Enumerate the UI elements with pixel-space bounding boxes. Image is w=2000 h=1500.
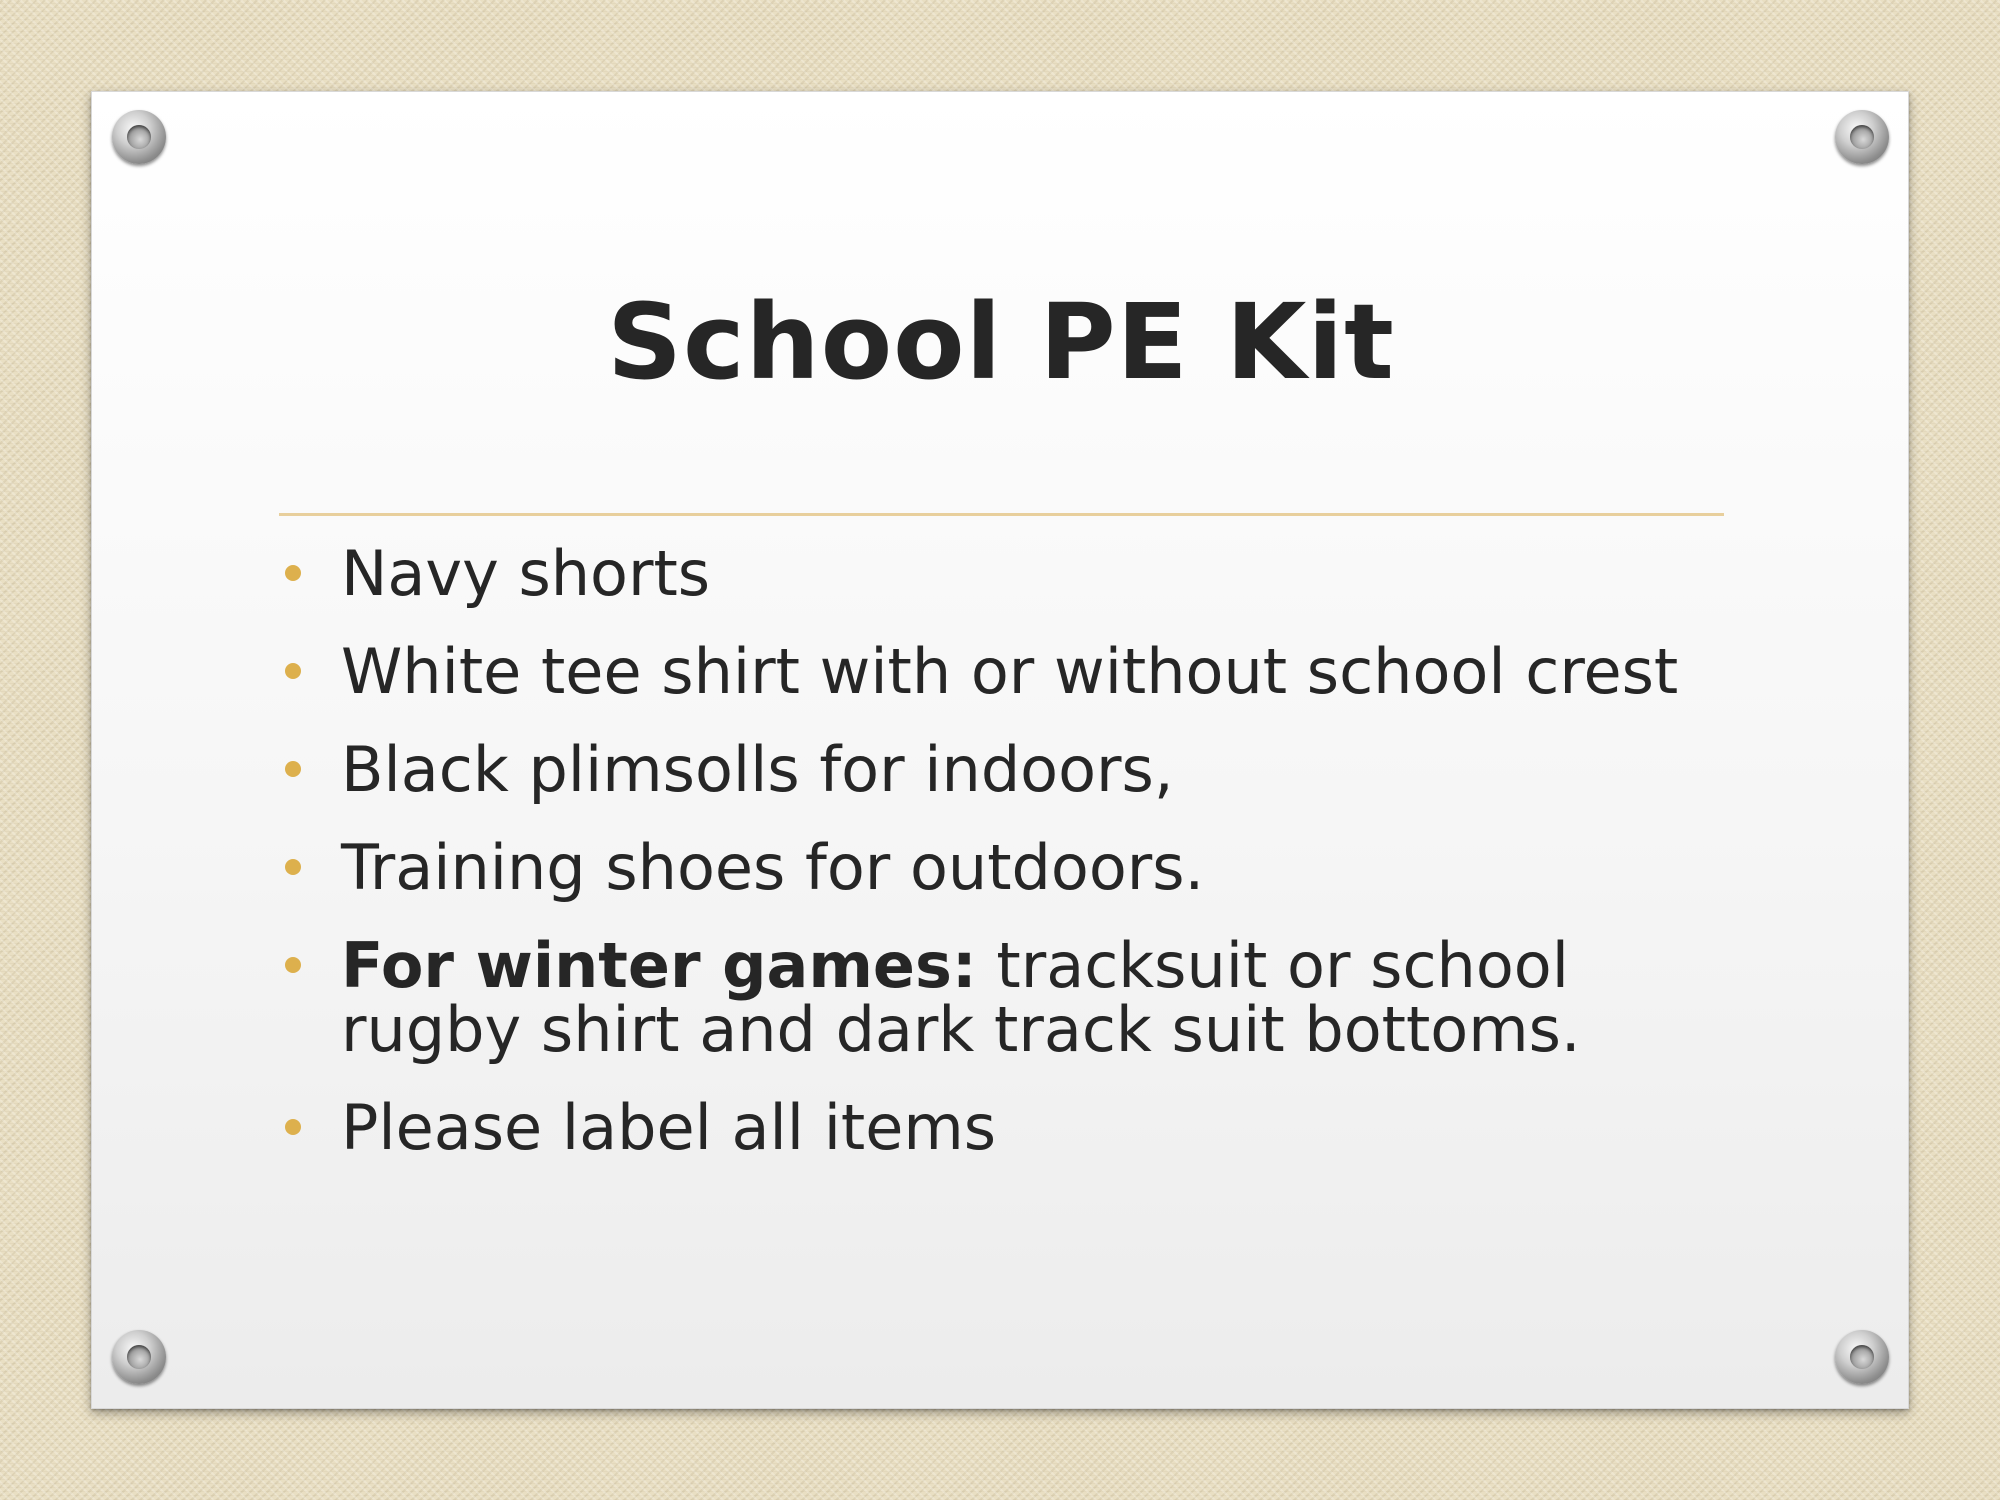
bullet-dot-icon	[285, 859, 301, 875]
grommet-bottom-right	[1835, 1330, 1889, 1384]
bullet-bold-lead: For winter games:	[341, 929, 977, 1002]
bullet-item	[276, 1091, 1696, 1164]
bullet-text: tracksuit or school rugby shirt and dark track suit bottoms.	[341, 929, 1581, 1066]
bullet-item	[276, 733, 1696, 806]
bullet-text: Please label all items	[341, 1091, 997, 1164]
bullet-item	[276, 537, 1696, 610]
bullet-dot-icon	[285, 1119, 301, 1135]
grommet-top-right	[1835, 110, 1889, 164]
bullet-list	[276, 537, 1696, 1194]
bullet-dot-icon	[285, 957, 301, 973]
bullet-dot-icon	[285, 663, 301, 679]
bullet-text: Black plimsolls for indoors,	[341, 733, 1174, 806]
bullet-item	[276, 929, 1696, 1066]
bullet-dot-icon	[285, 761, 301, 777]
bullet-text: Training shoes for outdoors.	[341, 831, 1205, 904]
bullet-item	[276, 831, 1696, 904]
bullet-text: Navy shorts	[341, 537, 711, 610]
title-divider	[279, 513, 1724, 516]
grommet-top-left	[112, 110, 166, 164]
grommet-bottom-left	[112, 1330, 166, 1384]
bullet-text: White tee shirt with or without school crest	[341, 635, 1679, 708]
slide-title: School PE Kit	[607, 281, 1395, 403]
bullet-item	[276, 635, 1696, 708]
bullet-dot-icon	[285, 565, 301, 581]
